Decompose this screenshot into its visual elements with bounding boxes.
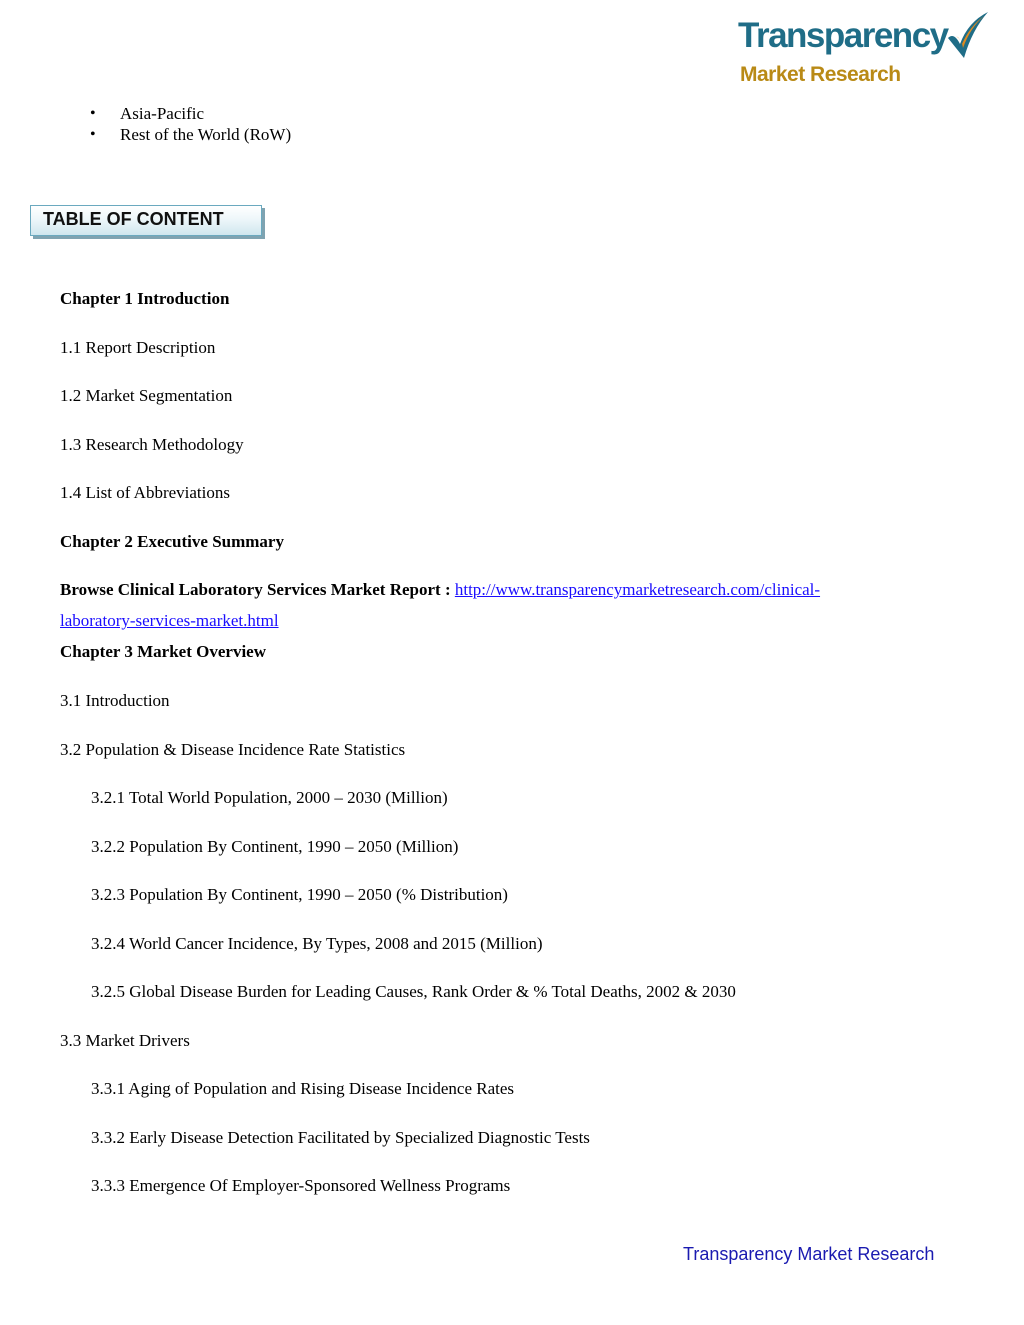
toc-item: 1.1 Report Description	[60, 338, 216, 357]
checkmark-icon	[942, 8, 992, 68]
toc-subitem: 3.2.4 World Cancer Incidence, By Types, 2008 and 2015 (Million)	[91, 934, 543, 953]
toc-item: 1.4 List of Abbreviations	[60, 483, 230, 502]
footer-brand: Transparency Market Research	[683, 1244, 935, 1264]
list-item: • Asia-Pacific	[90, 103, 291, 124]
toc-item: 3.1 Introduction	[60, 691, 170, 710]
toc-subitem: 3.2.1 Total World Population, 2000 – 2030 (Million)	[91, 788, 448, 807]
toc-item: 1.3 Research Methodology	[60, 435, 244, 454]
toc-subitem: 3.2.3 Population By Continent, 1990 – 2050 (% Distribution)	[91, 885, 508, 904]
logo-text-market-research: Market Research	[740, 63, 901, 86]
toc-item: 1.2 Market Segmentation	[60, 386, 233, 405]
toc-heading: TABLE OF CONTENT	[43, 209, 224, 229]
chapter-3-title: Chapter 3 Market Overview	[60, 642, 266, 661]
browse-line	[60, 580, 820, 600]
toc-subitem: 3.2.5 Global Disease Burden for Leading Causes, Rank Order & % Total Deaths, 2002 & 2030	[91, 982, 736, 1001]
toc-subitem: 3.3.2 Early Disease Detection Facilitated by Specialized Diagnostic Tests	[91, 1128, 590, 1147]
report-link-continued[interactable]: laboratory-services-market.html	[60, 611, 279, 630]
region-list	[90, 103, 291, 145]
toc-heading-box	[30, 205, 262, 236]
toc-subitem: 3.2.2 Population By Continent, 1990 – 2050 (Million)	[91, 837, 459, 856]
browse-label: Browse Clinical Laboratory Services Market Report :	[60, 580, 451, 599]
toc-item: 3.3 Market Drivers	[60, 1031, 190, 1050]
browse-line-continued	[60, 611, 279, 631]
list-item: • Rest of the World (RoW)	[90, 124, 291, 145]
report-link[interactable]: http://www.transparencymarketresearch.com/clinical-	[454, 580, 821, 599]
toc-subitem: 3.3.1 Aging of Population and Rising Disease Incidence Rates	[91, 1079, 515, 1098]
company-logo	[738, 8, 990, 90]
logo-text-transparency: Transparency	[738, 16, 948, 55]
toc-subitem: 3.3.3 Emergence Of Employer-Sponsored Wellness Programs	[91, 1176, 511, 1195]
toc-item: 3.2 Population & Disease Incidence Rate Statistics	[60, 740, 406, 759]
chapter-2-title: Chapter 2 Executive Summary	[60, 532, 284, 551]
chapter-1-title: Chapter 1 Introduction	[60, 289, 230, 308]
